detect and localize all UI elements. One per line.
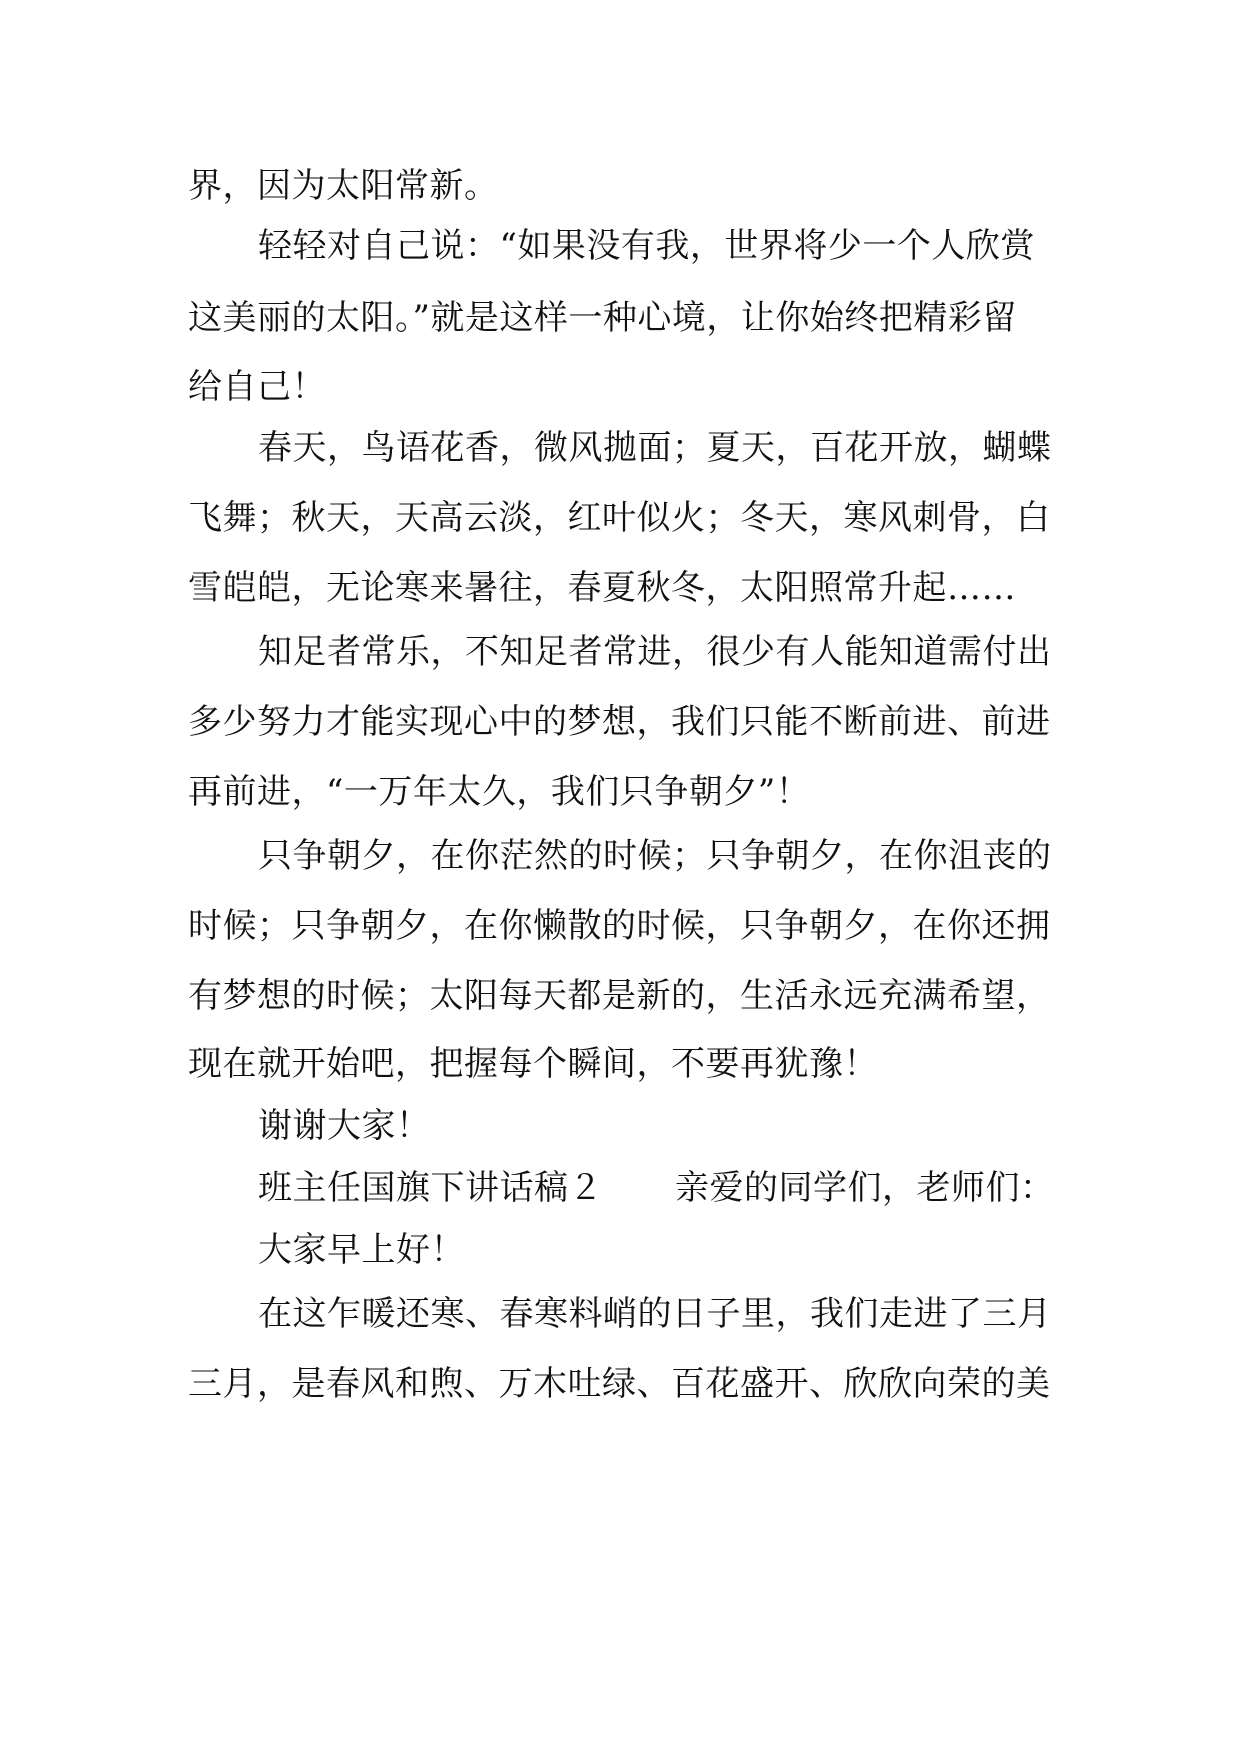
text-line: 三月，是春风和煦、万木吐绿、百花盛开、欣欣向荣的美 — [188, 1364, 1051, 1404]
text-line: 界，因为太阳常新。 — [188, 166, 499, 206]
text-line: 给自己！ — [188, 367, 326, 407]
text-line: 谢谢大家！ — [258, 1106, 431, 1146]
text-line: 现在就开始吧，把握每个瞬间，不要再犹豫！ — [188, 1044, 878, 1084]
text-line: 多少努力才能实现心中的梦想，我们只能不断前进、前进 — [188, 702, 1051, 742]
text-line: 在这乍暖还寒、春寒料峭的日子里，我们走进了三月 — [258, 1294, 1052, 1334]
text-line: 有梦想的时候；太阳每天都是新的，生活永远充满希望， — [188, 976, 1051, 1016]
text-line: 轻轻对自己说：“如果没有我，世界将少一个人欣赏 — [258, 226, 1035, 266]
speech-title: 班主任国旗下讲话稿２ — [258, 1168, 603, 1208]
text-line: 雪皑皑，无论寒来暑往，春夏秋冬，太阳照常升起…… — [188, 568, 1016, 608]
text-line: 时候；只争朝夕，在你懒散的时候，只争朝夕，在你还拥 — [188, 906, 1051, 946]
text-line: 只争朝夕，在你茫然的时候；只争朝夕，在你沮丧的 — [258, 836, 1052, 876]
speech-greeting: 亲爱的同学们，老师们： — [675, 1168, 1055, 1208]
text-line: 春天，鸟语花香，微风拋面；夏天，百花开放，蝴蝶 — [258, 428, 1052, 468]
text-line: 飞舞；秋天，天高云淡，红叶似火；冬天，寒风刺骨，白 — [188, 498, 1051, 538]
text-line: 大家早上好！ — [258, 1230, 465, 1270]
text-line: 这美丽的太阳。”就是这样一种心境，让你始终把精彩留 — [188, 298, 1017, 338]
speech-heading — [258, 1168, 1138, 1208]
text-line: 知足者常乐，不知足者常进，很少有人能知道需付出 — [258, 632, 1052, 672]
text-line: 再前进，“一万年太久，我们只争朝夕”！ — [188, 772, 811, 812]
